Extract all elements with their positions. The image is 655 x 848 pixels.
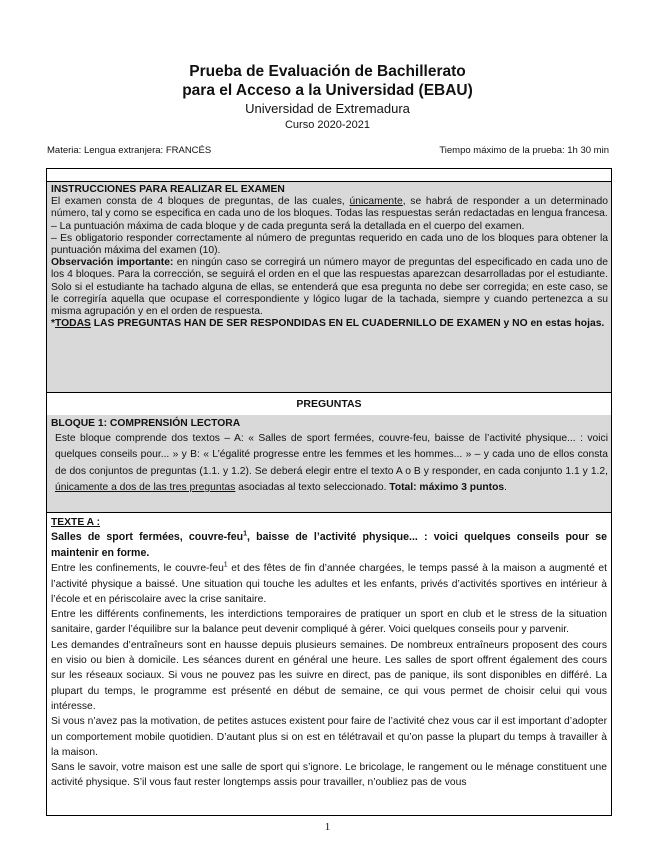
texte-a-paragraph-1: Entre les confinements, le couvre-feu$^1$ et des fêtes de fin d’année chargées, le temps passé à la maison a augmenté et l’activité physique a baissé. Une situation qui touche les adultes et les enfants, privés d’activités sportives en intérieur à l’école et en périscolaire avec la crise sanitaire. <box>51 561 607 605</box>
subject-label: Materia: Lengua extranjera: FRANCÉS <box>47 145 212 156</box>
instructions-paragraph-1: El examen consta de 4 bloques de preguntas, de las cuales, únicamente, se habrá de responder a un determinado número, tal y como se especifica en cada uno de los bloques. Todas las respuestas serán redactadas en lengua francesa. <box>51 196 608 220</box>
instructions-paragraph-2: – La puntuación máxima de cada bloque y de cada pregunta será la detallada en el cuerpo del examen. <box>51 220 525 232</box>
instructions-section <box>47 181 611 393</box>
instructions-paragraph-3: – Es obligatorio responder correctamente al número de preguntas requerido en cada uno de los bloques para obtener la puntuación máxima del examen (10). <box>51 232 608 257</box>
exam-title-line2: para el Acceso a la Universidad (EBAU) <box>182 82 473 99</box>
max-time-label: Tiempo máximo de la prueba: 1h 30 min <box>439 145 609 156</box>
page-number: 1 <box>324 821 331 833</box>
texte-a-paragraph-4: Si vous n’avez pas la motivation, de petites astuces existent pour faire de l’activité chez vous car il est important d’adopter un comportement mobile quotidien. D’autant plus si on est en télétravail et qu’on passe la plupart du temps à travailler à la maison. <box>51 716 607 758</box>
bloque1-description: Este bloque comprende dos textos – A: « Salles de sport fermées, couvre-feu, baisse de l’activité physique... : voici quelques conseils pour... » y B: « L’égalité progresse entre les femmes et les hommes... » – y cada uno de ellos consta de dos conjuntos de preguntas (1.1. y 1.2). Se deberá elegir entre el texto A o B y responder, en cada conjunto 1.1 y 1.2, únicamente a dos de las tres preguntas asociadas al texto seleccionado. Total: máximo 3 puntos. <box>55 433 608 493</box>
exam-frame <box>46 168 612 816</box>
texte-a-paragraph-2: Entre les différents confinements, les interdictions temporaires de pratiquer un sport en club et le stress de la situation sanitaire, garder l’équilibre sur la balance peut devenir compliqué à gérer. Voici quelques conseils pour y parvenir. <box>51 609 607 636</box>
instructions-observation: Observación importante: en ningún caso se corregirá un número mayor de preguntas del especificado en cada uno de los 4 bloques. Para la corrección, se seguirá el orden en el que las respuestas aparezcan desarrolladas por el estudiante. Solo si el estudiante ha tachado alguna de ellas, se entenderá que esa pregunta no debe ser corregida; en este caso, se le corregiría aquella que ocupase el correspondiente y lógico lugar de la tachada, siempre y cuando pertenezca a su misma agrupación y en el orden de respuesta. <box>51 257 609 318</box>
bloque1-section <box>47 415 611 513</box>
texte-a-paragraph-3: Les demandes d’entraîneurs sont en hausse depuis plusieurs semaines. De nombreux entraîneurs proposent des cours en visio ou bien à domicile. Les séances durent en général une heure. Les salles de sport offrent également des cours sur les réseaux sociaux. Si vous ne pouvez pas les suivre en direct, pas de panique, ils sont disponibles en différé. La plupart du temps, le programme est présenté en début de semaine, ce qui vous permet de choisir celui qui vous intéresse. <box>51 639 607 712</box>
texte-a-paragraph-5: Sans le savoir, votre maison est une salle de sport qui s’ignore. Le bricolage, le rangement ou le ménage constituent une activité physique. S’il vous faut rester longtemps assis pour travailler, n’oubliez pas de vous <box>51 762 607 789</box>
bloque1-heading: BLOQUE 1: COMPRENSIÓN LECTORA <box>51 418 241 429</box>
instructions-note: *TODAS LAS PREGUNTAS HAN DE SER RESPONDIDAS EN EL CUADERNILLO DE EXAMEN y NO en estas hojas. <box>51 318 605 330</box>
exam-title-line1: Prueba de Evaluación de Bachillerato <box>189 63 466 80</box>
university-name: Universidad de Extremadura <box>245 101 410 116</box>
texte-a-section <box>47 513 611 815</box>
instructions-heading: INSTRUCCIONES PARA REALIZAR EL EXAMEN <box>51 184 285 195</box>
course-year: Curso 2020-2021 <box>284 119 370 131</box>
preguntas-header: PREGUNTAS <box>47 393 611 416</box>
texte-a-label: TEXTE A : <box>51 517 101 528</box>
texte-a-title: Salles de sport fermées, couvre-feu$^1$, baisse de l’activité physique... : voici quelques conseils pour se maintenir en forme. <box>51 530 607 559</box>
